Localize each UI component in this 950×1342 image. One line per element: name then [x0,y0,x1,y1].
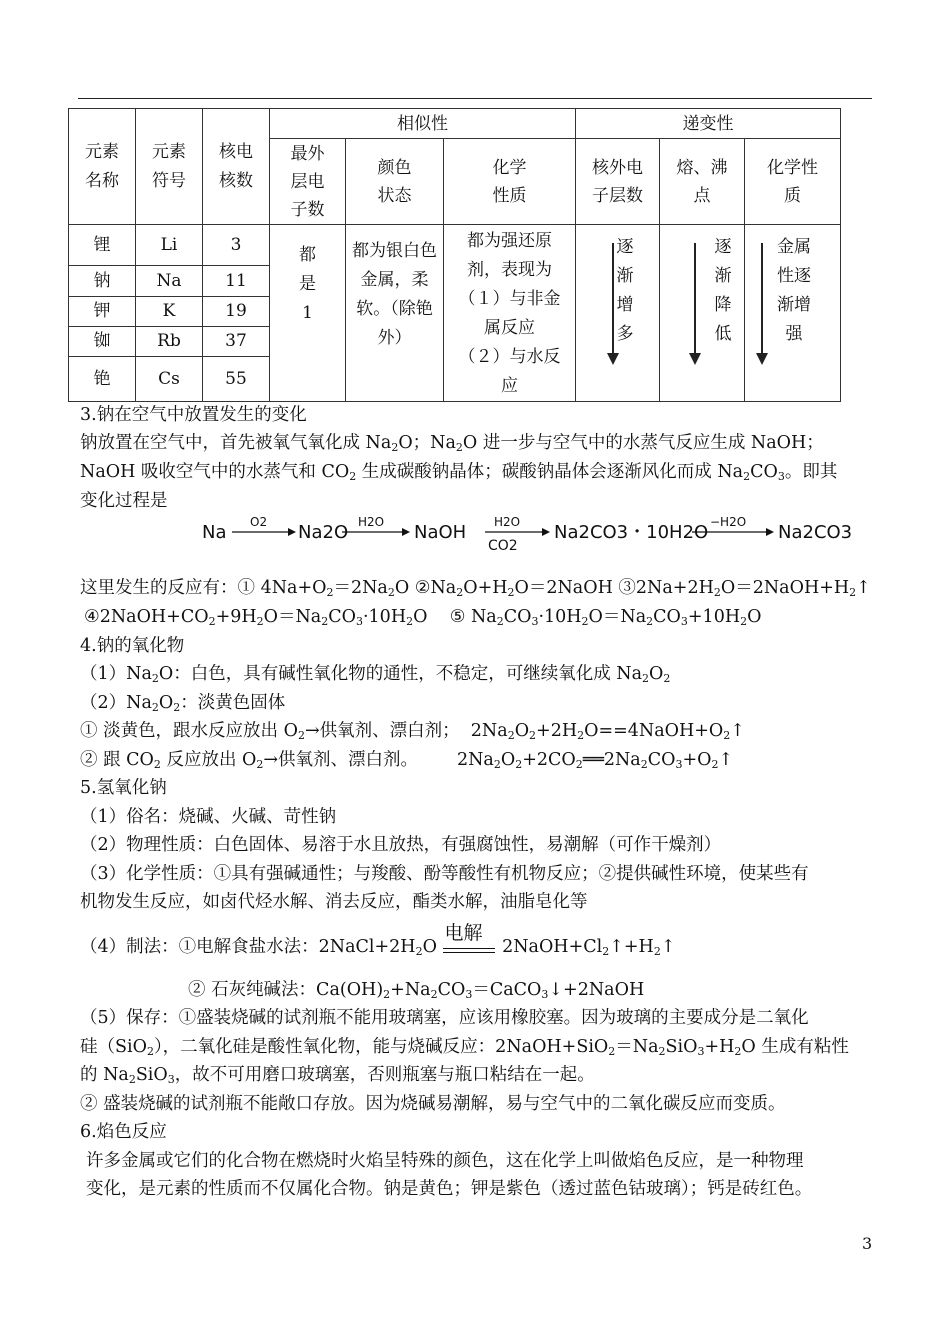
label-h2o-2: H2O [494,515,521,529]
page-number: 3 [862,1234,873,1253]
chain-na2co3: Na2CO3 [778,522,853,543]
row-rb-name: 铷 [69,326,136,356]
chem-prop-value: 都为强还原剂，表现为 （１）与非金属反应 （２）与水反应 [444,225,576,402]
color-state-value: 都为银白色金属，柔软。（除铯外） [346,225,444,402]
section5-l3: （3）化学性质：①具有强碱通性；与羧酸、酚等酸性有机物反应；②提供碱性环境，使某些有 [80,864,809,884]
section4-l4: ② 跟 $CO_2$ 反应放出 $O_2\to$供氧剂、漂白剂。 $2Na_2O_2+2CO_2══2Na_2CO_3+O_2↑$ [80,750,734,771]
header-shells: 核外电子层数 [576,139,660,225]
row-li-symbol: Li [136,225,203,266]
section3-title: 3.钠在空气中放置发生的变化 [80,405,307,425]
trend-mp-bp: 逐渐降低 [660,225,745,402]
label-o2: O2 [250,515,268,529]
chain-na2o: Na2O [298,522,349,543]
row-cs-symbol: Cs [136,356,203,401]
section5-l2: （2）物理性质：白色固体、易溶于水且放热，有强腐蚀性，易潮解（可作干燥剂） [80,835,722,855]
chain-na: Na [202,522,227,543]
header-chem-prop: 化学性质 [444,139,576,225]
header-color-state: 颜色状态 [346,139,444,225]
header-chem-trend: 化学性质 [745,139,841,225]
row-na-symbol: Na [136,266,203,297]
row-k-z: 19 [203,297,270,327]
outer-electrons-value: 都是1 [270,225,346,402]
section3-p2: NaOH 吸收空气中的水蒸气和 $CO_2$ 生成碳酸钠晶体；碳酸钠晶体会逐渐风化而成 $Na_2CO_3$。即其 [80,462,838,483]
trend-chem: 金属性逐渐增强 [745,225,841,402]
row-rb-symbol: Rb [136,326,203,356]
row-na-z: 11 [203,266,270,297]
electrolysis-sign: 电解 [443,938,497,958]
label-minus-h2o: −H2O [710,515,747,529]
section5-l6: ② 石灰纯碱法：$Ca(OH)_2+Na_2CO_3=CaCO_3↓+2NaOH$ [188,980,645,1001]
section3-p3: 变化过程是 [80,491,168,511]
alkali-metal-table [68,108,841,402]
row-cs-z: 55 [203,356,270,401]
down-arrow-icon [694,243,696,355]
chain-hydrate: Na2CO3・10H2O [554,522,709,543]
section6-l2: 变化，是元素的性质而不仅属化合物。钠是黄色；钾是紫色（透过蓝色钴玻璃）；钙是砖红色。 [86,1179,813,1199]
row-k-symbol: K [136,297,203,327]
section4-l3: ① 淡黄色，跟水反应放出 $O_2\to$供氧剂、漂白剂； $2Na_2O_2+2H_2O==4NaOH+O_2↑$ [80,721,745,742]
row-li-z: 3 [203,225,270,266]
conversion-chain [202,512,862,556]
trend-shells: 逐渐增多 [576,225,660,402]
row-li-name: 锂 [69,225,136,266]
section4-title: 4.钠的氧化物 [80,636,185,656]
reactions-line-2: $④2NaOH+CO_2+9H_2O=Na_2CO_3\cdot 10H_2O$ ⑤ $Na_2CO_3\cdot 10H_2O=Na_2CO_3+10H_2O$ [84,607,762,628]
row-cs-name: 铯 [69,356,136,401]
header-name: 元素名称 [69,109,136,225]
section4-l2: $(2)Na_2O_2$：淡黄色固体 [80,693,286,714]
section4-l1: $(1)Na_2O$：白色，具有碱性氧化物的通性，不稳定，可继续氧化成 $Na_2O_2$ [80,664,671,685]
reactions-line-1: 这里发生的反应有：① $4Na+O_2=2Na_2O$ $②Na_2O+H_2O=2NaOH$ $③2Na+2H_2O=2NaOH+H_2↑$ [80,578,871,599]
header-trend: 递变性 [576,109,841,139]
row-na-name: 钠 [69,266,136,297]
label-co2: CO2 [488,538,518,554]
header-mp-bp: 熔、沸点 [660,139,745,225]
header-nuclear-charge: 核电核数 [203,109,270,225]
section5-l9: 的 $Na_2SiO_3$，故不可用磨口玻璃塞，否则瓶塞与瓶口粘结在一起。 [80,1065,595,1086]
header-rule [78,98,872,99]
row-k-name: 钾 [69,297,136,327]
header-outer-electrons: 最外层电子数 [270,139,346,225]
header-symbol: 元素符号 [136,109,203,225]
label-h2o-1: H2O [358,515,385,529]
section5-title: 5.氢氧化钠 [80,778,167,798]
section3-p1: 钠放置在空气中，首先被氧气氧化成 $Na_2O$；$Na_2O$ 进一步与空气中的水蒸气反应生成 NaOH； [80,433,824,454]
down-arrow-icon [612,243,614,355]
section5-l7: （5）保存：①盛装烧碱的试剂瓶不能用玻璃塞，应该用橡胶塞。因为玻璃的主要成分是二氧化 [80,1008,809,1028]
down-arrow-icon [761,243,763,355]
section5-l5: （4）制法：①电解食盐水法：$2NaCl+2H_2O$ 电解 $2NaOH+Cl_2↑+H_2↑$ [80,921,676,958]
chain-naoh: NaOH [414,522,467,543]
section5-l8: 硅（SiO$_2$），二氧化硅是酸性氧化物，能与烧碱反应：$2NaOH+SiO_2=Na_2SiO_3+H_2O$ 生成有粘性 [80,1037,849,1058]
section5-l10: ② 盛装烧碱的试剂瓶不能敞口存放。因为烧碱易潮解，易与空气中的二氧化碳反应而变质。 [80,1094,786,1114]
section5-l1: （1）俗名：烧碱、火碱、苛性钠 [80,807,337,827]
section6-title: 6.焰色反应 [80,1122,167,1142]
row-rb-z: 37 [203,326,270,356]
section5-l4: 机物发生反应，如卤代烃水解、消去反应，酯类水解，油脂皂化等 [80,892,588,912]
header-similarity: 相似性 [270,109,576,139]
section6-l1: 许多金属或它们的化合物在燃烧时火焰呈特殊的颜色，这在化学上叫做焰色反应，是一种物理 [86,1151,804,1171]
